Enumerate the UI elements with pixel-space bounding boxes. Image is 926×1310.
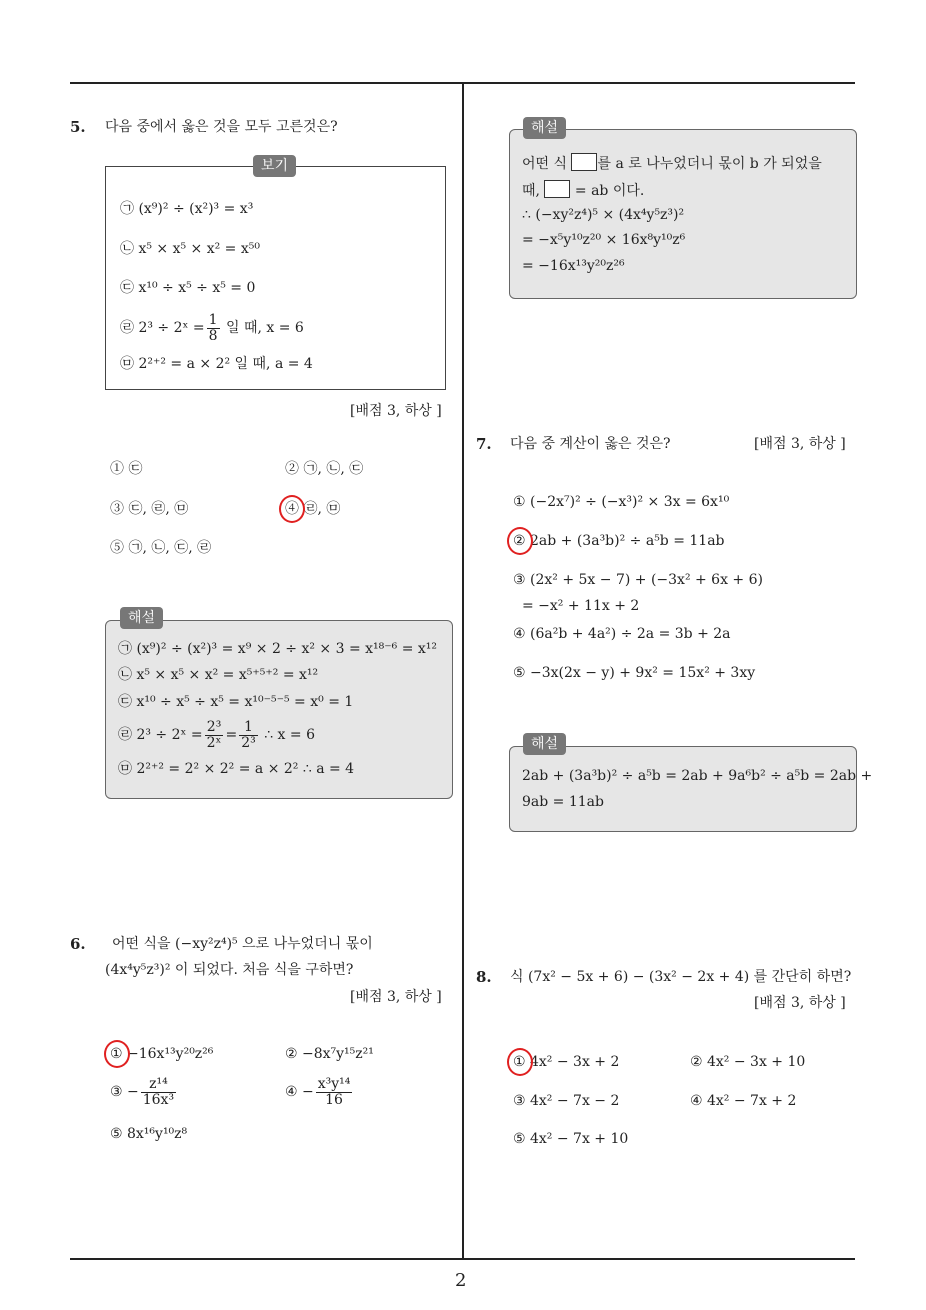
q7-answer-mark — [507, 527, 533, 555]
q5-choice-3[interactable]: ③ ㉢, ㉣, ㉤ — [110, 501, 189, 517]
q6-choice-3-label: ③ − — [110, 1084, 139, 1100]
q5-item-4-fraction — [207, 313, 220, 344]
q5-item-5: ㉤ 2²⁺² = a × 2² 일 때, a = 4 — [120, 356, 313, 372]
fraction-numerator: x³y¹⁴ — [317, 1075, 351, 1092]
q6-question-line1: 어떤 식을 (−xy²z⁴)⁵ 으로 나누었더니 몫이 — [112, 936, 373, 952]
q5-sol-4-lhs: ㉣ 2³ ÷ 2ˣ = — [118, 727, 203, 743]
q5-sol-3: ㉢ x¹⁰ ÷ x⁵ ÷ x⁵ = x¹⁰⁻⁵⁻⁵ = x⁰ = 1 — [118, 694, 354, 710]
q6-sol-3: ∴ (−xy²z⁴)⁵ × (4x⁴y⁵z³)² — [522, 207, 685, 223]
q6-number: 6. — [70, 935, 86, 953]
q7-choice-3-cont: = −x² + 11x + 2 — [522, 598, 640, 614]
q5-sol-1: ㉠ (x⁹)² ÷ (x²)³ = x⁹ × 2 ÷ x² × 3 = x¹⁸⁻⁶ = x¹² — [118, 641, 438, 657]
q8-choice-3[interactable]: ③ 4x² − 7x − 2 — [513, 1093, 620, 1109]
q6-sol-2-a: 때, — [522, 183, 540, 199]
q6-choice-3[interactable] — [110, 1072, 178, 1112]
fraction-numerator: z¹⁴ — [141, 1077, 176, 1093]
q5-sol-4-fraction-a — [205, 720, 224, 751]
q8-answer-mark — [507, 1048, 533, 1076]
q5-sol-2: ㉡ x⁵ × x⁵ × x² = x⁵⁺⁵⁺² = x¹² — [118, 667, 319, 683]
q6-solution-tag: 해설 — [523, 117, 566, 139]
fraction-numerator: 1 — [239, 720, 258, 736]
q5-number: 5. — [70, 118, 86, 136]
q6-sol-2-b: = ab 이다. — [574, 183, 645, 199]
q7-choice-3[interactable]: ③ (2x² + 5x − 7) + (−3x² + 6x + 6) — [513, 572, 763, 588]
q8-score: [배점 3, 하상 ] — [754, 995, 846, 1011]
q6-sol-2 — [522, 180, 644, 200]
q5-item-2: ㉡ x⁵ × x⁵ × x² = x⁵⁰ — [120, 241, 260, 257]
q5-item-1: ㉠ (x⁹)² ÷ (x²)³ = x³ — [120, 201, 254, 217]
q5-solution-tag: 해설 — [120, 607, 163, 629]
q8-question: 식 (7x² − 5x + 6) − (3x² − 2x + 4) 를 간단히 하면? — [510, 969, 852, 985]
q6-sol-4: = −x⁵y¹⁰z²⁰ × 16x⁸y¹⁰z⁶ — [522, 232, 686, 248]
q5-choice-1[interactable]: ① ㉢ — [110, 461, 143, 477]
q6-sol-1-a: 어떤 식 — [522, 156, 568, 172]
q7-choice-1[interactable]: ① (−2x⁷)² ÷ (−x³)² × 3x = 6x¹⁰ — [513, 494, 730, 510]
q5-example-tag: 보기 — [253, 155, 296, 177]
q5-answer-mark — [279, 495, 305, 523]
q8-choice-4[interactable]: ④ 4x² − 7x + 2 — [690, 1093, 797, 1109]
fraction-denominator: 16x³ — [142, 1091, 175, 1108]
q5-score: [배점 3, 하상 ] — [350, 403, 442, 419]
q6-score: [배점 3, 하상 ] — [350, 989, 442, 1005]
q7-sol-1: 2ab + (3a³b)² ÷ a⁵b = 2ab + 9a⁶b² ÷ a⁵b = 2ab + — [522, 768, 873, 784]
q5-item-4-rhs: 일 때, x = 6 — [226, 320, 304, 336]
q6-choice-4-fraction — [316, 1077, 353, 1108]
q5-sol-4-fraction-b — [239, 720, 258, 751]
q5-choice-4[interactable]: ④ ㉣, ㉤ — [285, 501, 341, 517]
q7-choice-4[interactable]: ④ (6a²b + 4a²) ÷ 2a = 3b + 2a — [513, 626, 731, 642]
q5-choice-5[interactable]: ⑤ ㉠, ㉡, ㉢, ㉣ — [110, 540, 212, 556]
blank-box — [571, 153, 597, 171]
q6-choice-4[interactable] — [285, 1072, 354, 1112]
q7-score: [배점 3, 하상 ] — [754, 436, 846, 452]
q7-choice-5[interactable]: ⑤ −3x(2x − y) + 9x² = 15x² + 3xy — [513, 665, 756, 681]
q5-choice-2[interactable]: ② ㉠, ㉡, ㉢ — [285, 461, 364, 477]
q6-sol-1 — [522, 153, 822, 173]
q7-sol-2: 9ab = 11ab — [522, 794, 604, 810]
q6-sol-1-b: 를 a 로 나누었더니 몫이 b 가 되었을 — [597, 156, 822, 172]
q6-choice-4-label: ④ − — [285, 1084, 314, 1100]
q5-sol-4-result: ∴ x = 6 — [264, 727, 315, 743]
q6-choice-2[interactable]: ② −8x⁷y¹⁵z²¹ — [285, 1046, 374, 1062]
q6-choice-3-fraction — [141, 1077, 176, 1108]
q7-solution-box — [509, 746, 857, 832]
q8-number: 8. — [476, 968, 492, 986]
q8-choice-1[interactable]: ① 4x² − 3x + 2 — [513, 1054, 620, 1070]
q5-question: 다음 중에서 옳은 것을 모두 고른것은? — [105, 119, 338, 135]
page-number: 2 — [455, 1270, 467, 1291]
q8-choice-2[interactable]: ② 4x² − 3x + 10 — [690, 1054, 806, 1070]
bottom-rule — [70, 1258, 855, 1260]
q5-sol-4 — [118, 716, 315, 754]
q7-choice-2[interactable]: ② 2ab + (3a³b)² ÷ a⁵b = 11ab — [513, 533, 725, 549]
q5-item-3: ㉢ x¹⁰ ÷ x⁵ ÷ x⁵ = 0 — [120, 280, 256, 296]
q5-item-4 — [120, 310, 304, 346]
q7-question: 다음 중 계산이 옳은 것은? — [510, 436, 671, 452]
column-divider — [462, 83, 464, 1258]
fraction-numerator: 2³ — [205, 720, 224, 736]
q5-sol-5: ㉤ 2²⁺² = 2² × 2² = a × 2² ∴ a = 4 — [118, 761, 355, 777]
q6-choice-1[interactable]: ① −16x¹³y²⁰z²⁶ — [110, 1046, 214, 1062]
q7-number: 7. — [476, 435, 492, 453]
q7-solution-tag: 해설 — [523, 733, 566, 755]
fraction-denominator: 16 — [325, 1091, 343, 1108]
blank-box — [544, 180, 570, 198]
q8-choice-5[interactable]: ⑤ 4x² − 7x + 10 — [513, 1131, 629, 1147]
q6-question-line2: (4x⁴y⁵z³)² 이 되었다. 처음 식을 구하면? — [105, 962, 354, 978]
q6-answer-mark — [104, 1040, 130, 1068]
fraction-numerator: 1 — [208, 311, 218, 328]
fraction-denominator: 8 — [208, 327, 218, 344]
fraction-denominator: 2ˣ — [206, 734, 222, 751]
q6-sol-5: = −16x¹³y²⁰z²⁶ — [522, 258, 625, 274]
q5-sol-4-equals: = — [225, 727, 238, 743]
fraction-denominator: 2³ — [241, 734, 256, 751]
q5-item-4-lhs: ㉣ 2³ ÷ 2ˣ = — [120, 320, 205, 336]
q6-choice-5[interactable]: ⑤ 8x¹⁶y¹⁰z⁸ — [110, 1126, 188, 1142]
